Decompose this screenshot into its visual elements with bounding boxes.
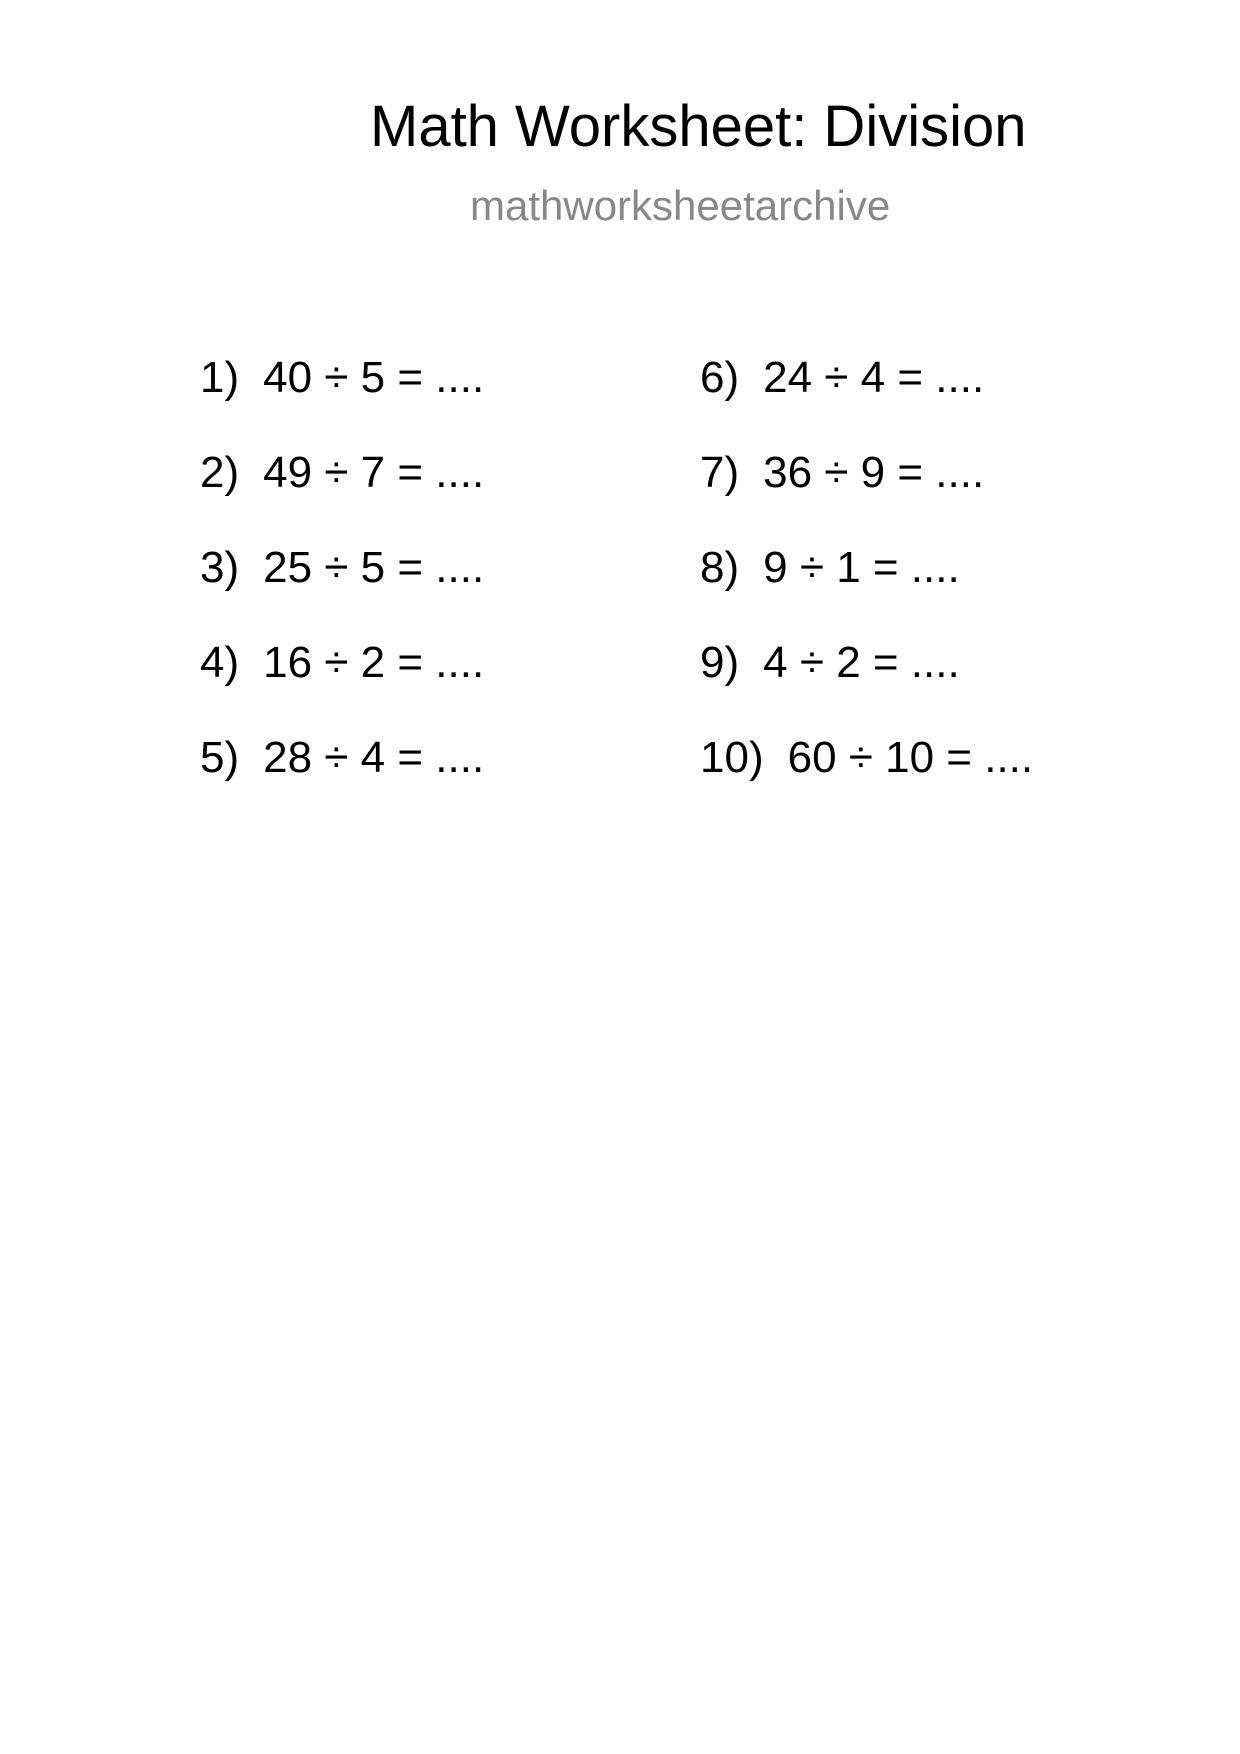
problem-number: 2) [200,448,240,497]
problem-expression: 40 ÷ 5 = .... [263,353,485,402]
problem-item [700,448,985,497]
problem-number: 8) [700,543,740,592]
problem-expression: 9 ÷ 1 = .... [763,543,960,592]
page-subtitle: mathworksheetarchive [470,182,891,229]
problem-number: 10) [700,733,764,782]
problem-number: 4) [200,638,240,687]
problem-item [700,638,960,687]
problem-number: 9) [700,638,740,687]
problem-item [200,353,485,402]
problem-item [200,638,485,687]
problem-expression: 24 ÷ 4 = .... [763,353,985,402]
problem-item [700,543,960,592]
problem-number: 1) [200,353,240,402]
problem-item [700,733,1034,782]
problem-expression: 28 ÷ 4 = .... [263,733,485,782]
problem-item [200,543,485,592]
problem-number: 7) [700,448,740,497]
problem-item [200,448,485,497]
problem-expression: 49 ÷ 7 = .... [263,448,485,497]
problem-item [700,353,985,402]
problem-expression: 36 ÷ 9 = .... [763,448,985,497]
problem-number: 3) [200,543,240,592]
problem-expression: 16 ÷ 2 = .... [263,638,485,687]
problem-number: 5) [200,733,240,782]
problem-expression: 25 ÷ 5 = .... [263,543,485,592]
problem-number: 6) [700,353,740,402]
problem-item [200,733,485,782]
problem-expression: 60 ÷ 10 = .... [787,733,1034,782]
page-title: Math Worksheet: Division [370,94,1027,159]
problem-expression: 4 ÷ 2 = .... [763,638,960,687]
